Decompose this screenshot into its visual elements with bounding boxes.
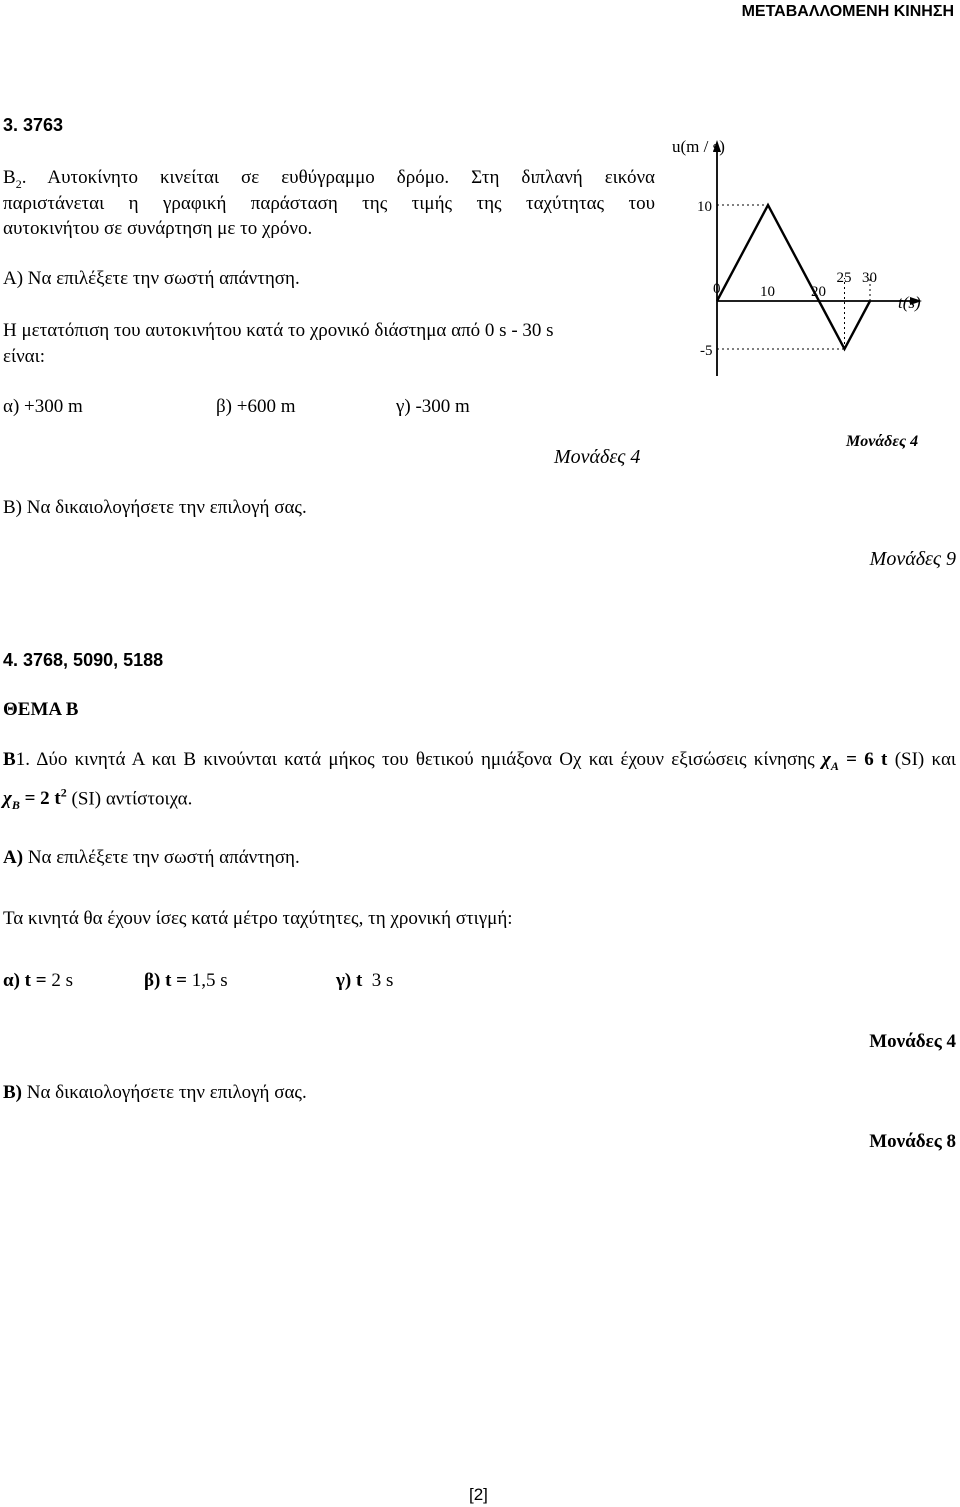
y-tick-minus-5: -5 [700,343,713,359]
q4-part-b-text: Να δικαιολογήσετε την επιλογή σας. [26,1082,307,1103]
q3-intro-line-2: παριστάνεται η γραφική παράσταση της τιμής της ταχύτητας του [3,193,655,214]
q3-intro-line-1 [3,167,655,192]
x-tick-30: 30 [862,270,877,286]
q3-option-a: α) +300 m [3,396,83,417]
theme-heading: ΘΕΜΑ Β [3,699,79,720]
q3-intro-line-3: αυτοκινήτου σε συνάρτηση με το χρόνο. [3,218,313,239]
eq-b-subscript: B [11,798,20,813]
eq-a-variable: χ [821,749,831,770]
question-number-3: 3. 3763 [3,115,64,135]
eq-b-tail: (SI) αντίστοιχα. [71,788,193,810]
b2-label: Β [3,167,16,188]
q4-part-b-label: Β) [3,1082,22,1103]
q4-option-a-label: α) t = [3,970,47,991]
b1-label: Β [3,749,16,770]
x-tick-10: 10 [760,284,775,300]
q3-question-line-2: είναι: [3,346,46,367]
x-tick-25: 25 [836,270,852,286]
q3-option-b: β) +600 m [216,396,296,417]
eq-b-exponent: 2 [60,786,67,800]
q4-part-b [3,1082,307,1104]
q4-text-line-1 [3,749,956,774]
b2-subscript: 2 [15,176,22,191]
eq-b-rhs: = 2 t [24,788,61,810]
q3-points-b: Μονάδες 9 [869,548,956,570]
y-axis-label: u(m / s) [672,137,725,156]
q4-option-b-label: β) t = [144,970,187,991]
q4-option-c-label: γ) t [336,970,363,991]
q4-option-a [3,970,73,992]
question-number-4: 4. 3768, 5090, 5188 [3,650,164,670]
q4-points-a: Μονάδες 4 [869,1031,956,1052]
x-tick-20: 20 [811,284,826,300]
q4-question: Τα κινητά θα έχουν ίσες κατά μέτρο ταχύτητες, τη χρονική στιγμή: [3,908,513,929]
q3-part-a: Α) Να επιλέξετε την σωστή απάντηση. [3,268,300,289]
q4-part-a-text: Να επιλέξετε την σωστή απάντηση. [27,847,300,868]
q4-option-b-value: 1,5 s [191,970,228,991]
q3-points-a: Μονάδες 4 [554,446,641,468]
x-axis-label: t(s) [898,293,921,312]
q4-option-a-value: 2 s [51,970,73,991]
q4-part-a: Α) Να επιλέξετε την σωστή απάντηση. [3,847,300,868]
page-header-title: ΜΕΤΑΒΑΛΛΟΜΕΝΗ ΚΙΝΗΣΗ [741,3,954,20]
q3-intro-text: . Αυτοκίνητο κινείται σε ευθύγραμμο δρόμο. Στη διπλανή εικόνα [21,167,655,188]
graph-points-label: Μονάδες 4 [846,433,919,450]
q4-statement: Δύο κινητά Α και Β κινούνται κατά μήκος του θετικού ημιάξονα Οχ και έχουν εξισώσεις κίνησης [36,749,815,770]
page-number: [2] [469,1485,488,1504]
y-tick-10: 10 [697,199,712,215]
q4-points-b: Μονάδες 8 [869,1131,956,1152]
q3-part-b: Β) Να δικαιολογήσετε την επιλογή σας. [3,497,307,518]
q4-option-c-value: 3 s [371,970,394,991]
eq-a-tail: (SI) και [894,749,957,770]
y-tick-0: 0 [713,281,721,297]
eq-a-rhs: = 6 t [846,749,888,770]
eq-a-subscript: A [830,758,839,773]
q4-text-line-2 [3,786,192,813]
eq-b-variable: χ [3,788,12,810]
q3-question-line-1: Η μετατόπιση του αυτοκινήτου κατά το χρονικό διάστημα από 0 s - 30 s [3,320,554,341]
q4-option-b [144,970,228,992]
q4-option-c [336,970,393,992]
q3-option-c: γ) -300 m [396,396,470,417]
b1-number: 1. [15,749,30,770]
velocity-time-graph [660,128,960,470]
